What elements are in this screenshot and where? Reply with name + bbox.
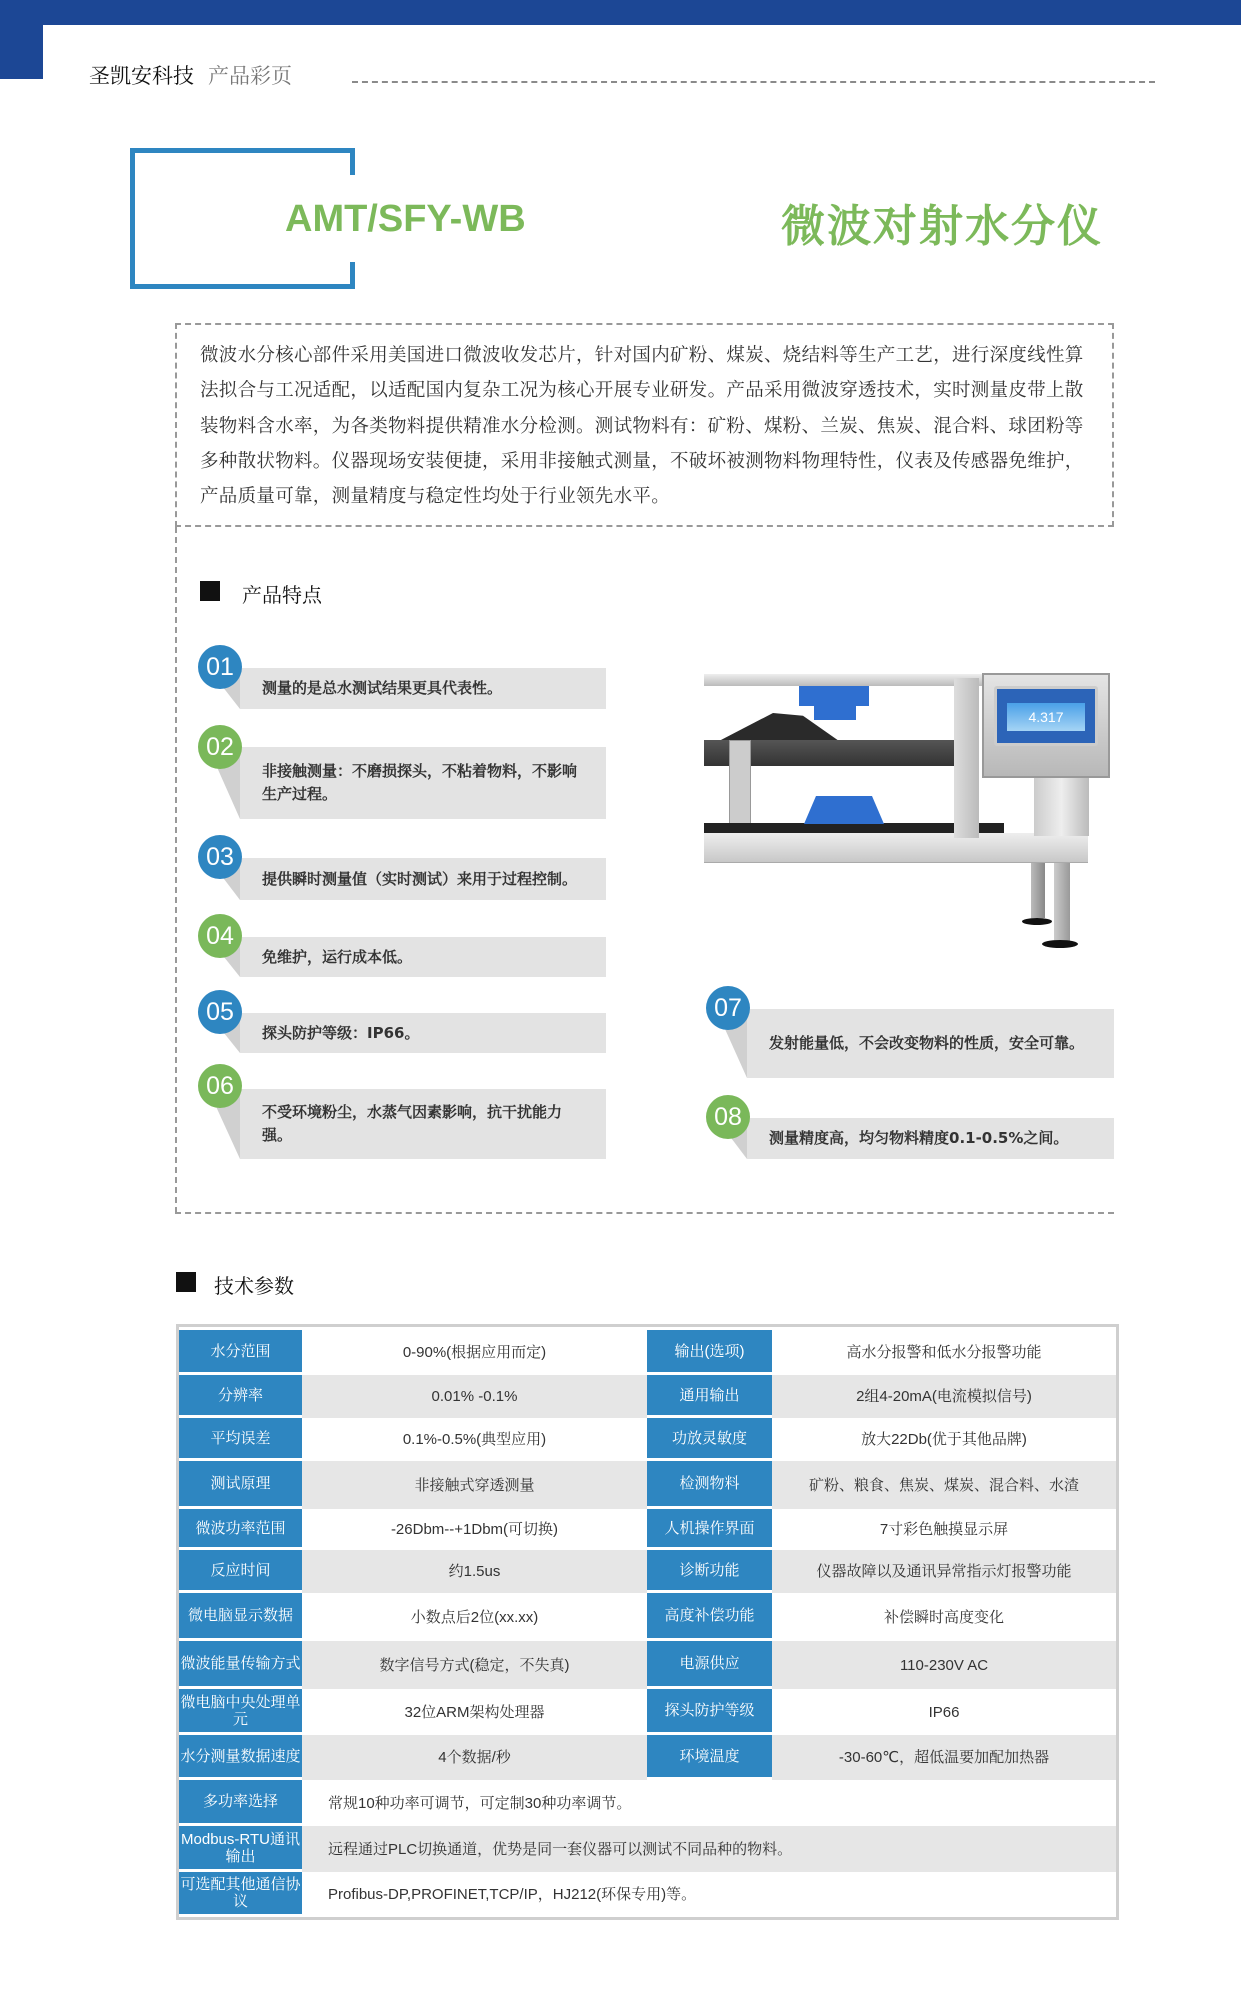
feature-number-badge: 07 <box>706 986 750 1030</box>
spec-label: 多功率选择 <box>179 1780 302 1826</box>
feature-number-badge: 08 <box>706 1095 750 1139</box>
feature-number-badge: 01 <box>198 645 242 689</box>
spec-row <box>179 1375 1116 1418</box>
spec-label: 平均误差 <box>179 1418 302 1461</box>
spec-value: 110-230V AC <box>899 1656 989 1674</box>
spec-row <box>179 1330 1116 1375</box>
features-border <box>175 527 177 1213</box>
spec-label: 测试原理 <box>179 1461 302 1509</box>
feature-text: 非接触测量：不磨损探头，不粘着物料，不影响生产过程。 <box>262 762 578 803</box>
cabinet-stand <box>1034 778 1089 836</box>
spec-label: 微电脑显示数据 <box>179 1593 302 1641</box>
spec-row <box>179 1826 1116 1872</box>
leg <box>1031 863 1045 918</box>
spec-value: 32位ARM架构处理器 <box>404 1703 545 1721</box>
page-header <box>89 60 292 90</box>
spec-value: 补偿瞬时高度变化 <box>883 1608 1004 1626</box>
spec-label: 通用输出 <box>647 1375 772 1418</box>
spec-row <box>179 1418 1116 1461</box>
spec-label: 微波功率范围 <box>179 1509 302 1550</box>
spec-label: 诊断功能 <box>647 1550 772 1593</box>
spec-row <box>179 1593 1116 1641</box>
spec-row <box>179 1735 1116 1780</box>
feature-text: 探头防护等级：IP66。 <box>262 1023 420 1042</box>
spec-value: 数字信号方式(稳定，不失真) <box>379 1656 570 1674</box>
spec-row <box>179 1461 1116 1509</box>
spec-label: Modbus-RTU通讯输出 <box>179 1826 302 1872</box>
spec-row <box>179 1872 1116 1917</box>
bracket-edge <box>350 262 355 289</box>
spec-value: IP66 <box>928 1703 960 1721</box>
specs-table <box>176 1324 1119 1920</box>
section-label: 产品彩页 <box>208 64 292 88</box>
section-marker <box>176 1272 196 1292</box>
product-description: 微波水分核心部件采用美国进口微波收发芯片，针对国内矿粉、煤炭、烧结料等生产工艺，进行深度线性算法拟合与工况适配，以适配国内复杂工况为核心开展专业研发。产品采用微波穿透技术，实时测量皮带上散装物料含水率，为各类物料提供精准水分检测。测试物料有：矿粉、煤粉、兰炭、焦炭、混合料、球团粉等多种散状物料。仪器现场安装便捷，采用非接触式测量，不破坏被测物料物理特性，仪表及传感器免维护，产品质量可靠，测量精度与稳定性均处于行业领先水平。 <box>200 345 1084 508</box>
spec-value: 0.01% -0.1% <box>431 1388 518 1405</box>
spec-label: 反应时间 <box>179 1550 302 1593</box>
spec-value: 远程通过PLC切换通道，优势是同一套仪器可以测试不同品种的物料。 <box>328 1840 793 1858</box>
spec-row <box>179 1689 1116 1735</box>
feature-item <box>747 1009 1114 1078</box>
spec-value: 高水分报警和低水分报警功能 <box>846 1344 1042 1361</box>
product-title: 微波对射水分仪 <box>781 201 1103 252</box>
spec-value: 0-90%(根据应用而定) <box>402 1344 547 1361</box>
spec-label: 高度补偿功能 <box>647 1593 772 1641</box>
spec-row <box>179 1780 1116 1826</box>
corner-accent <box>0 0 43 79</box>
device-image <box>704 668 1114 958</box>
feature-item <box>747 1118 1114 1159</box>
spec-row <box>179 1641 1116 1689</box>
belt-support <box>729 740 751 832</box>
feature-number-badge: 06 <box>198 1064 242 1108</box>
spec-value: 小数点后2位(xx.xx) <box>410 1608 539 1626</box>
spec-label: 水分范围 <box>179 1330 302 1375</box>
leg <box>1054 863 1070 943</box>
specs-heading: 技术参数 <box>214 1274 294 1298</box>
feature-number-badge: 05 <box>198 990 242 1034</box>
spec-value: -30-60℃，超低温要加配加热器 <box>838 1749 1050 1766</box>
frame-bottom <box>704 833 1088 863</box>
feature-item <box>240 747 606 819</box>
features-heading: 产品特点 <box>242 583 322 607</box>
display-screen <box>994 686 1098 746</box>
feature-number-badge: 04 <box>198 914 242 958</box>
leg-foot <box>1022 918 1052 925</box>
spec-label: 可选配其他通信协议 <box>179 1872 302 1917</box>
feature-number-badge: 02 <box>198 725 242 769</box>
top-banner <box>0 0 1241 25</box>
company-name: 圣凯安科技 <box>89 64 194 88</box>
sensor-bottom <box>804 796 884 824</box>
spec-value: 放大22Db(优于其他品牌) <box>861 1431 1027 1448</box>
spec-label: 水分测量数据速度 <box>179 1735 302 1780</box>
feature-number-badge: 03 <box>198 835 242 879</box>
spec-value: -26Dbm--+1Dbm(可切换) <box>390 1521 559 1538</box>
feature-item <box>240 1013 606 1053</box>
spec-value: 0.1%-0.5%(典型应用) <box>402 1431 547 1448</box>
feature-item <box>240 668 606 709</box>
bracket-edge <box>350 148 355 175</box>
spec-value: 约1.5us <box>448 1563 501 1580</box>
screen-reading: 4.317 <box>1007 703 1085 731</box>
spec-value: 仪器故障以及通讯异常指示灯报警功能 <box>816 1563 1072 1580</box>
spec-value: 7寸彩色触摸显示屏 <box>879 1521 1009 1538</box>
feature-text: 测量的是总水测试结果更具代表性。 <box>262 679 503 697</box>
spec-value: 矿粉、粮食、焦炭、煤炭、混合料、水渣 <box>808 1476 1079 1494</box>
spec-label: 功放灵敏度 <box>647 1418 772 1461</box>
feature-item <box>240 937 606 977</box>
spec-label: 输出(选项) <box>647 1330 772 1375</box>
features-border <box>175 1212 1114 1214</box>
spec-label: 环境温度 <box>647 1735 772 1780</box>
spec-value: 4个数据/秒 <box>438 1749 511 1766</box>
spec-value: 常规10种功率可调节，可定制30种功率调节。 <box>328 1794 632 1812</box>
sensor-top <box>814 706 856 720</box>
leg-foot <box>1042 940 1078 948</box>
spec-label: 电源供应 <box>647 1641 772 1689</box>
spec-label: 分辨率 <box>179 1375 302 1418</box>
feature-text: 发射能量低，不会改变物料的性质，安全可靠。 <box>769 1034 1085 1052</box>
feature-text: 测量精度高，均匀物料精度0.1-0.5%之间。 <box>769 1129 1069 1147</box>
header-divider <box>352 81 1155 83</box>
spec-label: 人机操作界面 <box>647 1509 772 1550</box>
spec-label: 探头防护等级 <box>647 1689 772 1735</box>
spec-label: 微波能量传输方式 <box>179 1641 302 1689</box>
section-marker <box>200 581 220 601</box>
spec-label: 检测物料 <box>647 1461 772 1509</box>
spec-value: Profibus-DP,PROFINET,TCP/IP，HJ212(环保专用)等。 <box>328 1886 697 1903</box>
spec-value: 非接触式穿透测量 <box>414 1476 535 1494</box>
frame-post <box>954 678 979 838</box>
feature-item <box>240 858 606 900</box>
spec-row <box>179 1550 1116 1593</box>
sensor-top <box>799 686 869 706</box>
spec-label: 微电脑中央处理单元 <box>179 1689 302 1735</box>
spec-row <box>179 1509 1116 1550</box>
feature-text: 不受环境粉尘，水蒸气因素影响，抗干扰能力强。 <box>262 1103 563 1144</box>
feature-text: 免维护，运行成本低。 <box>262 947 413 966</box>
feature-text: 提供瞬时测量值（实时测试）来用于过程控制。 <box>262 869 578 888</box>
spec-value: 2组4-20mA(电流模拟信号) <box>856 1388 1032 1405</box>
feature-item <box>240 1089 606 1159</box>
product-model: AMT/SFY-WB <box>285 198 526 240</box>
